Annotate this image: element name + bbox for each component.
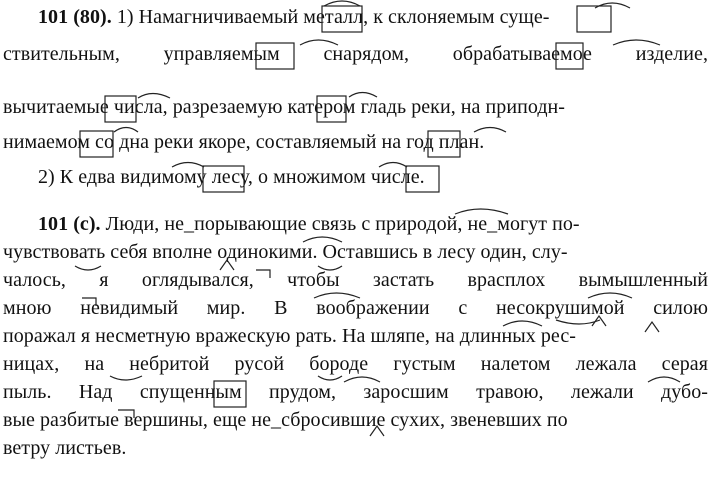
exercise-b-line-8 <box>3 408 568 432</box>
exercise-b-line-6 <box>3 352 708 376</box>
exercise-b-line-5 <box>3 324 576 348</box>
exercise-a-text-3: вычитаемые числа, разрезаемую катером гладь реки, на приподн- <box>3 96 566 118</box>
exercise-a-text-4: нимаемом со дна реки якоре, составляемый на год план. <box>3 131 485 153</box>
exercise-b-text-9: ветру листьев. <box>3 437 127 459</box>
exercise-b-text-3: чалось, я оглядывался, чтобы застать врасплох вымышленный <box>3 269 708 291</box>
exercise-b-line-4 <box>3 296 708 320</box>
root-arc <box>595 3 630 8</box>
suffix-caret <box>645 322 659 332</box>
exercise-a-line-3 <box>3 95 565 119</box>
exercise-a-text-2: ствительным, управляемым снарядом, обрабатываемое изделие, <box>3 43 708 65</box>
exercise-a-text-5: 2) К едва видимому лесу, о множимом числе. <box>38 166 425 188</box>
exercise-a-text-1: 1) Намагничиваемый металл, к склоняемым суще- <box>116 6 550 28</box>
exercise-b-line-1 <box>38 212 580 236</box>
exercise-b-text-7: пыль. Над спущенным прудом, заросшим травою, лежали дубо- <box>3 381 708 403</box>
exercise-b-line-2 <box>3 240 568 264</box>
exercise-b-text-4: мною невидимый мир. В воображении с несокрушимой силою <box>3 297 708 319</box>
exercise-b-line-7 <box>3 380 708 404</box>
exercise-b-text-5: поражал я несметную вражескую рать. На шляпе, на длинных рес- <box>3 325 576 347</box>
exercise-b-text-6: ницах, на небритой русой бороде густым налетом лежала серая <box>3 353 708 375</box>
exercise-a-header: 101 (80). <box>38 6 112 28</box>
exercise-b-text-1: Люди, не_порывающие связь с природой, не_могут по- <box>105 213 580 235</box>
ending-box <box>577 6 611 32</box>
exercise-a-line-5 <box>38 165 425 189</box>
exercise-a-line-1 <box>38 5 549 29</box>
exercise-b-text-2: чувствовать себя вполне одинокими. Оставшись в лесу один, слу- <box>3 241 568 263</box>
exercise-b-line-3 <box>3 268 708 292</box>
exercise-b-text-8: вые разбитые вершины, еще не_сбросившие сухих, звеневших по <box>3 409 568 431</box>
exercise-b-line-9 <box>3 436 126 460</box>
exercise-b-header: 101 (с). <box>38 213 101 235</box>
exercise-a-line-4 <box>3 130 484 154</box>
exercise-a-line-2 <box>3 42 708 66</box>
